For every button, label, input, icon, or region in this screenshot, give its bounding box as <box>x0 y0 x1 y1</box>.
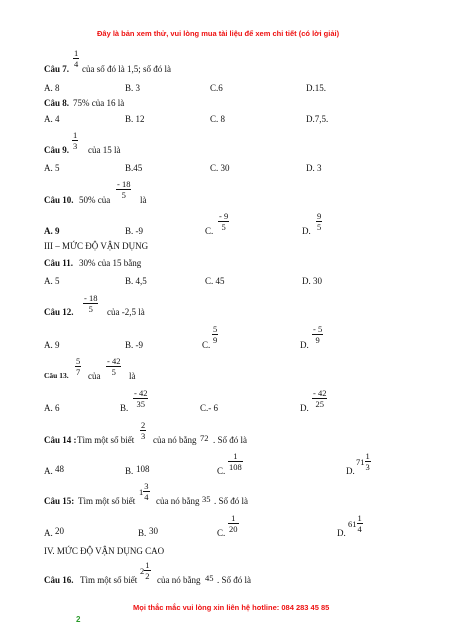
q14-option-b-value: 108 <box>136 464 150 474</box>
page-number: 2 <box>76 615 81 624</box>
denominator: 108 <box>229 462 242 472</box>
q14-option-c: C. <box>217 466 226 476</box>
numerator: 1 <box>145 560 150 570</box>
q15-option-a: A. <box>44 528 53 538</box>
q13-option-b: B. <box>120 403 129 413</box>
fraction-part <box>143 481 149 502</box>
q8-label: Câu 8. <box>44 98 70 108</box>
q14-fraction <box>140 420 146 441</box>
whole-part: 1 <box>139 486 144 497</box>
fraction-part <box>144 560 150 581</box>
q11-label: Câu 11. <box>44 258 74 268</box>
q14-mid: của nó bằng <box>153 435 197 445</box>
q15-mid: của nó bằng <box>156 496 200 506</box>
numerator: 5 <box>213 324 218 334</box>
numerator: - 9 <box>219 211 229 221</box>
q15-mixed-number <box>139 481 150 502</box>
q14-pre: Tìm một số biết <box>77 435 135 445</box>
q13-option-c: C.- 6 <box>200 403 218 413</box>
q12-option-d: D. <box>300 340 309 350</box>
q16-label: Câu 16. <box>44 575 74 585</box>
q12-text: của -2,5 là <box>107 307 145 317</box>
numerator: - 42 <box>107 356 121 366</box>
denominator: 9 <box>213 335 218 345</box>
numerator: - 18 <box>117 179 131 189</box>
q9-label: Câu 9. <box>44 145 70 155</box>
numerator: 1 <box>231 513 236 523</box>
q8-text: 75% của 16 là <box>73 98 125 108</box>
q14-option-b: B. <box>125 466 134 476</box>
denominator: 20 <box>229 524 238 534</box>
q9-option-d: D. 3 <box>306 163 322 173</box>
section-heading-3: III – MỨC ĐỘ VẬN DỤNG <box>44 241 149 251</box>
q13-option-d-fraction <box>312 388 327 409</box>
numerator: 2 <box>141 420 146 430</box>
q15-option-c-fraction <box>228 513 239 534</box>
denominator: 7 <box>76 367 81 377</box>
q10-fraction <box>116 179 131 200</box>
denominator: 5 <box>221 222 226 232</box>
q10-option-c: C. <box>205 226 214 236</box>
denominator: 35 <box>136 399 145 409</box>
q13-option-b-fraction <box>133 388 148 409</box>
denominator: 5 <box>111 367 116 377</box>
numerator: 1 <box>73 130 78 140</box>
q15-option-a-value: 20 <box>55 526 64 536</box>
numerator: 1 <box>233 451 238 461</box>
denominator: 25 <box>315 399 324 409</box>
denominator: 4 <box>74 59 79 69</box>
q15-option-b: B. <box>138 528 147 538</box>
q8-option-c: C. 8 <box>210 114 226 124</box>
whole-part: 61 <box>348 518 357 529</box>
q16-mixed-number <box>140 560 151 581</box>
q15-option-b-value: 30 <box>149 526 158 536</box>
q11-option-b: B. 4,5 <box>125 276 147 286</box>
q13-option-a: A. 6 <box>44 403 60 413</box>
numerator: - 18 <box>84 293 98 303</box>
q9-option-c: C. 30 <box>210 163 230 173</box>
q10-pre: 50% của <box>79 195 111 205</box>
q8-option-d: D.7,5. <box>306 114 329 124</box>
denominator: 3 <box>365 462 370 472</box>
q11-text: 30% của 15 bằng <box>79 258 142 268</box>
q15-label: Câu 15: <box>44 496 75 506</box>
q13-mid: của <box>88 371 101 381</box>
q10-option-d-fraction <box>316 211 322 232</box>
q16-mid: của nó bằng <box>157 575 201 585</box>
q11-option-d: D. 30 <box>302 276 322 286</box>
q10-option-d: D. <box>302 226 311 236</box>
denominator: 2 <box>145 571 150 581</box>
q9-option-a: A. 5 <box>44 163 60 173</box>
q11-option-a: A. 5 <box>44 276 60 286</box>
fraction-part <box>365 451 371 472</box>
q10-option-a: A. 9 <box>44 226 60 236</box>
whole-part: 71 <box>356 456 365 467</box>
denominator: 5 <box>121 190 126 200</box>
q15-option-c: C. <box>217 528 226 538</box>
q12-option-d-fraction <box>312 324 323 345</box>
section-heading-4: IV. MỨC ĐỘ VẬN DỤNG CAO <box>44 546 165 556</box>
q14-label: Câu 14 : <box>44 435 77 445</box>
q14-option-c-fraction <box>228 451 243 472</box>
q7-fraction <box>73 48 79 69</box>
q12-option-b: B. -9 <box>125 340 143 350</box>
q8-option-b: B. 12 <box>125 114 145 124</box>
denominator: 4 <box>144 492 149 502</box>
q15-option-d-mixed-number <box>348 513 363 534</box>
q7-label: Câu 7. <box>44 64 70 74</box>
q7-option-c: C.6 <box>210 83 223 93</box>
denominator: 3 <box>141 431 146 441</box>
q9-fraction <box>72 130 78 151</box>
q9-option-b: B.45 <box>125 163 143 173</box>
denominator: 9 <box>315 335 320 345</box>
denominator: 4 <box>357 524 362 534</box>
whole-part: 2 <box>140 565 145 576</box>
header-banner: Đây là bản xem thử, vui lòng mua tài liệu để xem chi tiết (có lời giải) <box>97 29 340 38</box>
q10-label: Câu 10. <box>44 195 74 205</box>
numerator: 3 <box>144 481 149 491</box>
q13-fraction-1 <box>75 356 81 377</box>
numerator: 1 <box>365 451 370 461</box>
q16-post: . Số đó là <box>217 575 252 585</box>
q7-option-b: B. 3 <box>125 83 141 93</box>
q12-fraction <box>83 293 98 314</box>
q14-option-a-value: 48 <box>55 464 64 474</box>
q12-option-a: A. 9 <box>44 340 60 350</box>
numerator: - 42 <box>313 388 327 398</box>
q8-option-a: A. 4 <box>44 114 60 124</box>
q13-label: Câu 13. <box>44 371 69 380</box>
q7-option-a: A. 8 <box>44 83 60 93</box>
q14-option-d-mixed-number <box>356 451 371 472</box>
q13-option-d: D. <box>300 403 309 413</box>
numerator: 5 <box>76 356 81 366</box>
q13-text: là <box>129 371 136 381</box>
q12-option-c-fraction <box>212 324 218 345</box>
denominator: 5 <box>317 222 322 232</box>
numerator: 1 <box>357 513 362 523</box>
fraction-part <box>357 513 363 534</box>
q14-value: 72 <box>200 433 209 443</box>
numerator: - 42 <box>134 388 148 398</box>
q15-option-d: D. <box>337 528 346 538</box>
q9-text: của 15 là <box>88 145 121 155</box>
q13-fraction-2 <box>106 356 121 377</box>
q14-post: . Số đó là <box>213 435 248 445</box>
numerator: 9 <box>317 211 322 221</box>
q15-post: . Số đó là <box>214 496 249 506</box>
q7-text: của số đó là 1,5; số đó là <box>82 64 171 74</box>
q11-option-c: C. 45 <box>205 276 225 286</box>
q14-option-d: D. <box>346 466 355 476</box>
q10-option-c-fraction <box>218 211 229 232</box>
q15-value: 35 <box>202 494 211 504</box>
denominator: 5 <box>88 304 93 314</box>
q16-pre: Tìm một số biết <box>80 575 138 585</box>
q7-option-d: D.15. <box>306 83 326 93</box>
q12-option-c: C. <box>202 340 211 350</box>
q10-option-b: B. -9 <box>125 226 143 236</box>
q14-option-a: A. <box>44 466 53 476</box>
numerator: 1 <box>74 48 79 58</box>
q12-label: Câu 12. <box>44 307 74 317</box>
numerator: - 5 <box>313 324 323 334</box>
footer-banner: Mọi thắc mắc vui lòng xin liên hệ hotline: 084 283 45 85 <box>133 603 330 612</box>
q10-text: là <box>140 195 147 205</box>
denominator: 3 <box>73 141 78 151</box>
q15-pre: Tìm một số biết <box>78 496 136 506</box>
q16-value: 45 <box>205 573 214 583</box>
